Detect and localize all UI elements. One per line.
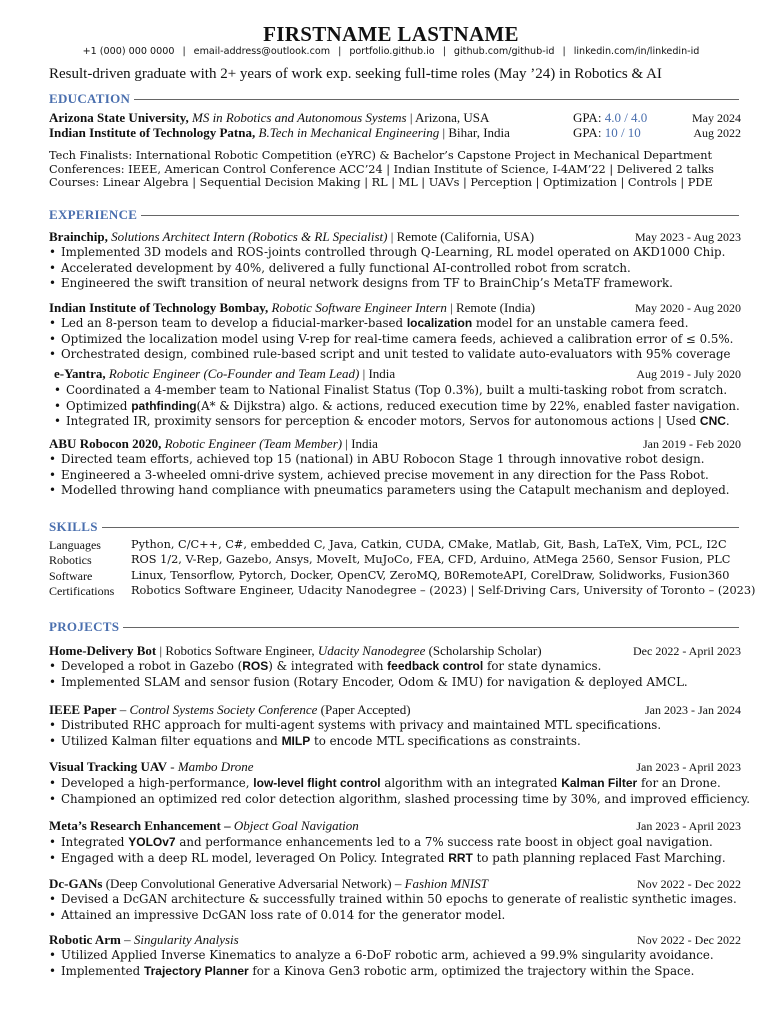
gpa-value: 10 / 10 <box>604 125 641 140</box>
bullet-list <box>49 835 749 866</box>
project-entry: IEEE Paper – Control Systems Society Conference (Paper Accepted) Jan 2023 - Jan 2024 <box>49 702 741 717</box>
project-entry: Meta’s Research Enhancement – Object Goal Navigation Jan 2023 - April 2023 <box>49 818 741 833</box>
date-range: Aug 2019 - July 2020 <box>636 367 741 381</box>
bullet-item: • Engaged with a deep RL model, leveraged On Policy. Integrated RRT to path planning replaced Fast Marching. <box>49 851 749 867</box>
section-rule <box>49 99 739 100</box>
experience-entry <box>49 229 741 244</box>
education-note: Tech Finalists: International Robotic Competition (eYRC) & Bachelor’s Capstone Project in Mechanical Department <box>49 149 713 162</box>
bullet-item: • Implemented SLAM and sensor fusion (Rotary Encoder, Odom & IMU) for navigation & deployed AMCL. <box>49 675 749 691</box>
bullet-list <box>54 383 754 430</box>
location: | Bihar, India <box>439 125 510 140</box>
date-range: Jan 2023 - April 2023 <box>636 819 741 833</box>
school-name: Arizona State University, <box>49 110 189 125</box>
bullet-item: • Optimized pathfinding(A* & Dijkstra) algo. & actions, reduced execution time by 22%, enabled faster navigation. <box>54 399 754 415</box>
bullet-item: • Optimized the localization model using V-rep for real-time camera feeds, achieved a calibration error of ≤ 0.5%. <box>49 332 749 348</box>
bullet-item: • Engineered the swift transition of neural network designs from TF to BrainChip’s MetaTF framework. <box>49 276 749 292</box>
project-title: Robotic Arm <box>49 932 121 947</box>
bullet-list <box>49 659 749 690</box>
bullet-item: • Integrated YOLOv7 and performance enhancements led to a 7% success rate boost in object goal navigation. <box>49 835 749 851</box>
project-entry: Home-Delivery Bot | Robotics Software Engineer, Udacity Nanodegree (Scholarship Scholar) Dec 2022 - April 2023 <box>49 643 741 658</box>
role: Solutions Architect Intern (Robotics & RL Specialist) <box>107 229 388 244</box>
date-range: Dec 2022 - April 2023 <box>633 644 741 658</box>
bullet-item: • Implemented 3D models and ROS-joints controlled through Q-Learning, RL model operated on AKD1000 Chip. <box>49 245 749 261</box>
contact-separator: | <box>338 46 342 57</box>
date-range: May 2024 <box>692 111 741 125</box>
bullet-item: • Led an 8-person team to develop a fiducial-marker-based localization model for an unstable camera feed. <box>49 316 749 332</box>
contact-email[interactable]: email-address@outlook.com <box>193 46 331 57</box>
skills-row <box>49 569 759 584</box>
school-name: Indian Institute of Technology Patna, <box>49 125 256 140</box>
bullet-list <box>49 892 749 923</box>
section-header-education <box>49 91 739 107</box>
gpa-label: GPA: <box>573 125 605 140</box>
skill-category: Certifications <box>49 583 115 598</box>
skill-values: ROS 1/2, V-Rep, Gazebo, Ansys, MoveIt, MuJoCo, FEA, CFD, Arduino, AtMega 2560, Sensor Fusion, PLC <box>131 553 731 567</box>
project-title: Dc-GANs <box>49 876 103 891</box>
bullet-item: • Utilized Kalman filter equations and MILP to encode MTL specifications as constraints. <box>49 734 749 750</box>
bullet-item: • Modelled throwing hand compliance with pneumatics parameters using the Catapult mechanism and deployed. <box>49 483 749 499</box>
organization: ABU Robocon 2020, <box>49 436 162 451</box>
bullet-item: • Coordinated a 4-member team to National Finalist Status (Top 0.3%), built a multi-tasking robot from scratch. <box>54 383 754 399</box>
skill-values: Robotics Software Engineer, Udacity Nanodegree – (2023) | Self-Driving Cars, University of Toronto – (2023) <box>131 583 756 597</box>
skill-category: Robotics <box>49 553 92 568</box>
section-title: PROJECTS <box>49 619 123 635</box>
location: | India <box>342 436 378 451</box>
contact-phone: +1 (000) 000 0000 <box>82 46 175 57</box>
contact-separator: | <box>562 46 566 57</box>
organization: Brainchip, <box>49 229 108 244</box>
bullet-item: • Integrated IR, proximity sensors for perception & encoder motors, Servos for autonomous actions | Used CNC. <box>54 414 754 430</box>
skills-row <box>49 538 759 553</box>
date-range: May 2020 - Aug 2020 <box>635 301 741 315</box>
education-entry <box>49 110 741 125</box>
education-note: Conferences: IEEE, American Control Conference ACC’24 | Indian Institute of Science, I-4AM’22 | Delivered 2 talks <box>49 163 714 176</box>
section-rule <box>49 627 739 628</box>
organization: Indian Institute of Technology Bombay, <box>49 300 269 315</box>
bullet-item: • Championed an optimized red color detection algorithm, slashed processing time by 30%, and improved efficiency. <box>49 792 749 808</box>
bullet-item: • Orchestrated design, combined rule-based script and unit tested to validate auto-evaluators with 95% coverage <box>49 347 749 363</box>
bullet-item: • Engineered a 3-wheeled omni-drive system, achieved precise movement in any direction for the Pass Robot. <box>49 468 749 484</box>
objective-statement: Result-driven graduate with 2+ years of work exp. seeking full-time roles (May ’24) in Robotics & AI <box>49 66 662 82</box>
role: Robotic Engineer (Team Member) <box>161 436 343 451</box>
date-range: May 2023 - Aug 2023 <box>635 230 741 244</box>
project-entry: Robotic Arm – Singularity Analysis Nov 2022 - Dec 2022 <box>49 932 741 947</box>
education-note: Courses: Linear Algebra | Sequential Decision Making | RL | ML | UAVs | Perception | Optimization | Controls | PDE <box>49 176 713 189</box>
date-range: Jan 2019 - Feb 2020 <box>643 437 741 451</box>
date-range: Aug 2022 <box>693 126 741 140</box>
project-entry: Dc-GANs (Deep Convolutional Generative Adversarial Network) – Fashion MNIST Nov 2022 - Dec 2022 <box>49 876 741 891</box>
contact-line <box>0 46 782 57</box>
bullet-list <box>49 776 749 807</box>
bullet-list <box>49 452 749 499</box>
date-range: Jan 2023 - April 2023 <box>636 760 741 774</box>
section-rule <box>49 215 739 216</box>
project-title: Visual Tracking UAV <box>49 759 167 774</box>
role: Robotic Software Engineer Intern <box>268 300 447 315</box>
section-rule <box>49 527 739 528</box>
bullet-list <box>49 948 749 979</box>
date-range: Jan 2023 - Jan 2024 <box>645 703 741 717</box>
experience-entry <box>54 366 741 381</box>
section-title: EXPERIENCE <box>49 207 141 223</box>
bullet-item: • Attained an impressive DcGAN loss rate of 0.014 for the generator model. <box>49 908 749 924</box>
organization: e-Yantra, <box>54 366 106 381</box>
bullet-list <box>49 316 749 363</box>
gpa-value: 4.0 / 4.0 <box>604 110 648 125</box>
contact-separator: | <box>442 46 446 57</box>
project-title: Home-Delivery Bot <box>49 643 157 658</box>
experience-entry <box>49 436 741 451</box>
contact-github[interactable]: github.com/github-id <box>453 46 555 57</box>
skill-values: Python, C/C++, C#, embedded C, Java, Catkin, CUDA, CMake, Matlab, Git, Bash, LaTeX, Vim, PCL, I2C <box>131 538 727 551</box>
section-title: EDUCATION <box>49 91 134 107</box>
date-range: Nov 2022 - Dec 2022 <box>637 877 741 891</box>
bullet-item: • Distributed RHC approach for multi-agent systems with privacy and maintained MTL specifications. <box>49 718 749 734</box>
skills-row <box>49 584 759 599</box>
contact-separator: | <box>182 46 186 57</box>
project-entry: Visual Tracking UAV - Mambo Drone Jan 2023 - April 2023 <box>49 759 741 774</box>
bullet-item: • Implemented Trajectory Planner for a Kinova Gen3 robotic arm, optimized the trajectory within the Space. <box>49 964 749 980</box>
role: Robotic Engineer (Co-Founder and Team Lead) <box>105 366 360 381</box>
location: | India <box>359 366 396 381</box>
bullet-item: • Accelerated development by 40%, delivered a fully functional AI-controlled robot from scratch. <box>49 261 749 277</box>
bullet-item: • Developed a robot in Gazebo (ROS) & integrated with feedback control for state dynamics. <box>49 659 749 675</box>
degree: MS in Robotics and Autonomous Systems <box>188 110 407 125</box>
section-title: SKILLS <box>49 519 102 535</box>
skill-values: Linux, Tensorflow, Pytorch, Docker, OpenCV, ZeroMQ, B0RemoteAPI, CorelDraw, Solidworks, Fusion360 <box>131 568 730 582</box>
bullet-item: • Devised a DcGAN architecture & successfully trained within 50 epochs to generate of realistic synthetic images. <box>49 892 749 908</box>
experience-entry <box>49 300 741 315</box>
contact-linkedin[interactable]: linkedin.com/in/linkedin-id <box>573 46 700 57</box>
contact-portfolio[interactable]: portfolio.github.io <box>349 46 435 57</box>
project-title: Meta’s Research Enhancement – <box>49 818 231 833</box>
bullet-item: • Developed a high-performance, low-level flight control algorithm with an integrated Kalman Filter for an Drone. <box>49 776 749 792</box>
location: | Remote (India) <box>446 300 536 315</box>
gpa-label: GPA: <box>573 110 605 125</box>
education-entry <box>49 125 741 140</box>
section-header-projects <box>49 619 739 635</box>
degree: B.Tech in Mechanical Engineering <box>255 125 440 140</box>
bullet-list <box>49 245 749 292</box>
bullet-list <box>49 718 749 749</box>
location: | Remote (California, USA) <box>387 229 535 244</box>
skills-table <box>49 538 759 599</box>
bullet-item: • Directed team efforts, achieved top 15 (national) in ABU Robocon Stage 1 through innovative robot design. <box>49 452 749 468</box>
bullet-item: • Utilized Applied Inverse Kinematics to analyze a 6-DoF robotic arm, achieved a 99.9% singularity avoidance. <box>49 948 749 964</box>
section-header-skills <box>49 519 739 535</box>
skill-category: Software <box>49 568 93 583</box>
location: | Arizona, USA <box>406 110 490 125</box>
candidate-name: FIRSTNAME LASTNAME <box>263 22 519 46</box>
skill-category: Languages <box>49 538 101 552</box>
date-range: Nov 2022 - Dec 2022 <box>637 933 741 947</box>
section-header-experience <box>49 207 739 223</box>
project-title: IEEE Paper <box>49 702 117 717</box>
skills-row <box>49 553 759 568</box>
